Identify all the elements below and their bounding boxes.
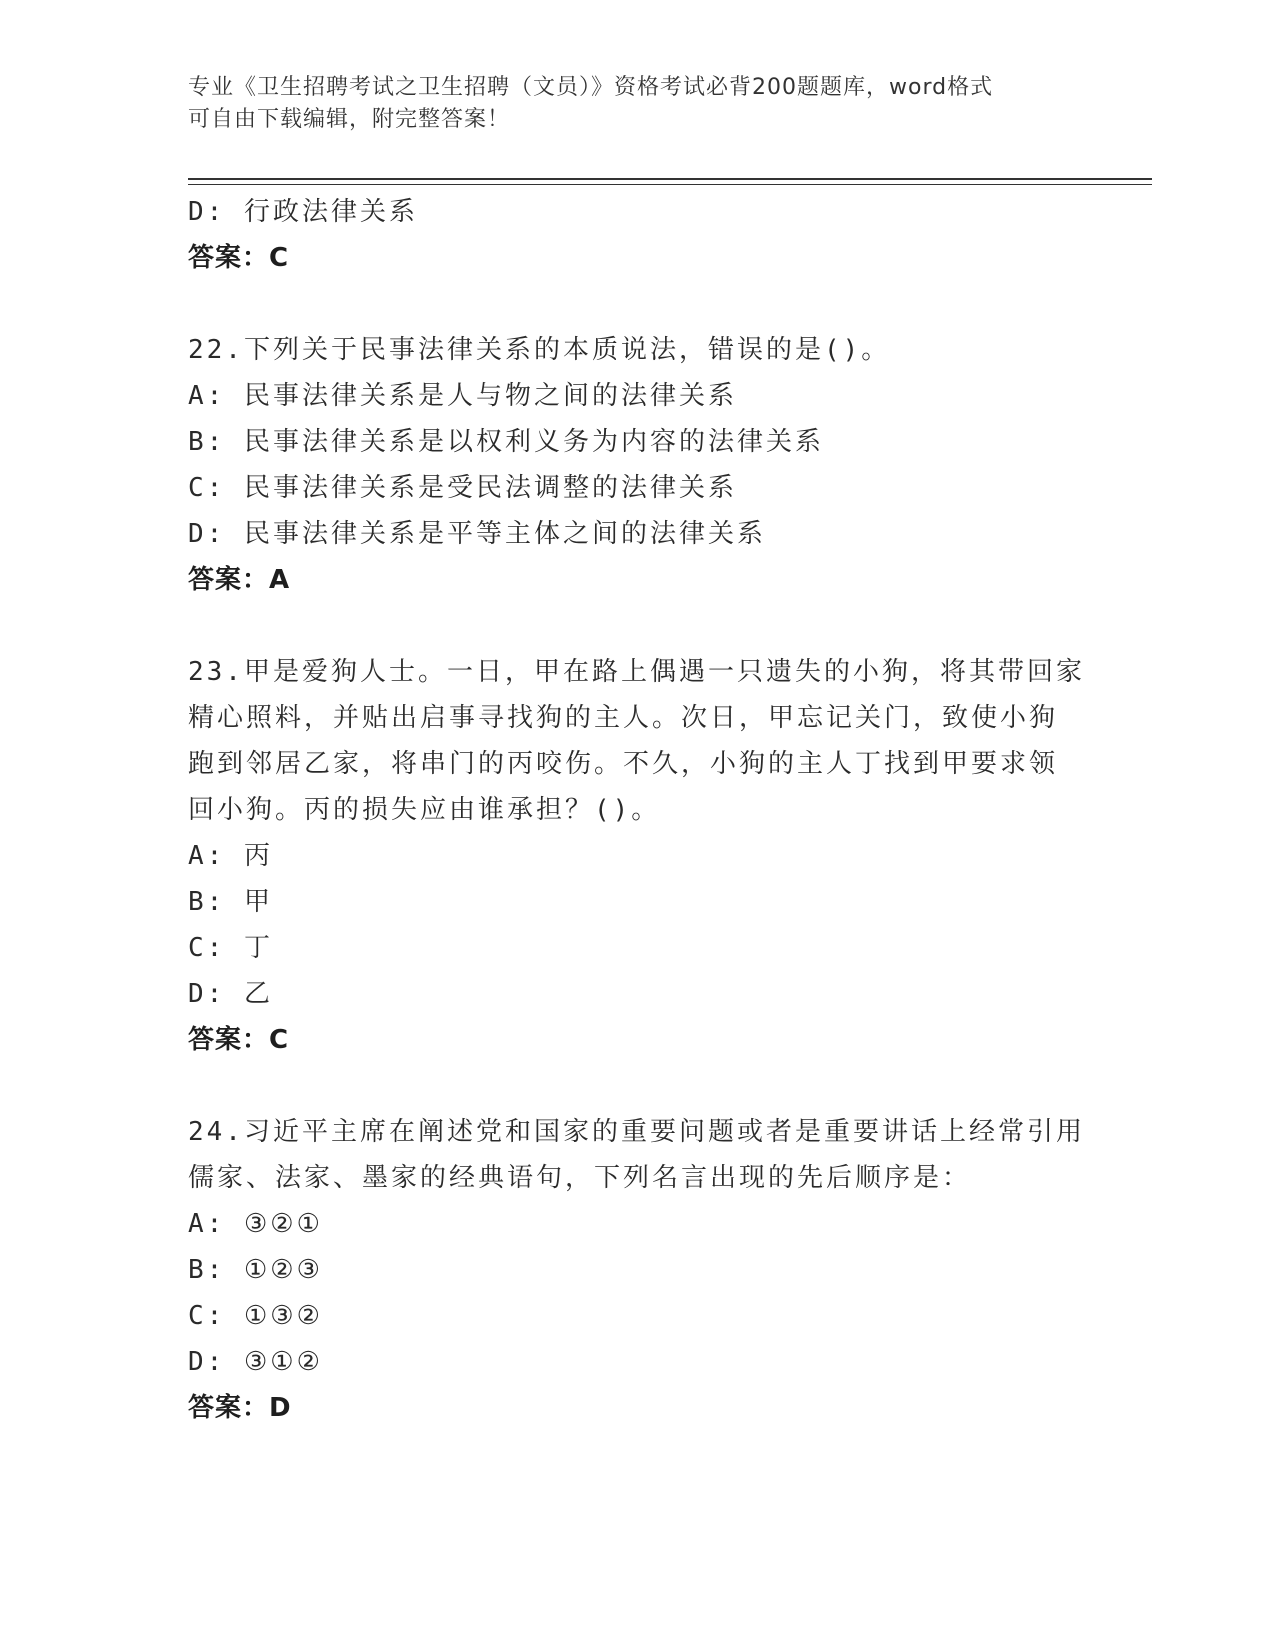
header-divider-thin [188,184,1152,185]
option-c: C: 丁 [188,933,273,963]
question-text-line: 精心照料，并贴出启事寻找狗的主人。次日，甲忘记关门，致使小狗 [188,703,1059,733]
spacer [188,1063,1088,1109]
option-c: C: ①③② [188,1301,323,1331]
spacer [188,281,1088,327]
option-a: A: ③②① [188,1209,323,1239]
question-list [188,189,1088,1431]
question-text-line: 跑到邻居乙家，将串门的丙咬伤。不久，小狗的主人丁找到甲要求领 [188,749,1059,779]
question-22 [188,327,1088,603]
header-line-1: 专业《卫生招聘考试之卫生招聘（文员）》资格考试必背200题题库，word格式 [188,75,994,100]
option-d: D: 民事法律关系是平等主体之间的法律关系 [188,519,766,549]
prev-option-d: D: 行政法律关系 [188,197,418,227]
option-c: C: 民事法律关系是受民法调整的法律关系 [188,473,737,503]
question-23 [188,649,1088,1063]
question-text-line: 回小狗。丙的损失应由谁承担？()。 [188,795,661,825]
answer: 答案：D [188,1393,292,1423]
option-b: B: 民事法律关系是以权利义务为内容的法律关系 [188,427,824,457]
question-text-line: 24.习近平主席在阐述党和国家的重要问题或者是重要讲话上经常引用 [188,1117,1085,1147]
option-b: B: ①②③ [188,1255,323,1285]
option-d: D: ③①② [188,1347,323,1377]
question-text: 22.下列关于民事法律关系的本质说法，错误的是()。 [188,335,891,365]
option-b: B: 甲 [188,887,273,917]
answer: 答案：C [188,1025,290,1055]
answer: 答案：A [188,565,291,595]
header-line-2: 可自由下载编辑，附完整答案！ [188,107,511,132]
question-text-line: 23.甲是爱狗人士。一日，甲在路上偶遇一只遗失的小狗，将其带回家 [188,657,1085,687]
header-divider-thick [188,178,1152,180]
option-d: D: 乙 [188,979,273,1009]
question-24 [188,1109,1088,1431]
prev-answer: 答案：C [188,243,290,273]
option-a: A: 丙 [188,841,273,871]
spacer [188,603,1088,649]
option-a: A: 民事法律关系是人与物之间的法律关系 [188,381,737,411]
document-header [188,72,1068,136]
question-text-line: 儒家、法家、墨家的经典语句，下列名言出现的先后顺序是： [188,1163,972,1193]
